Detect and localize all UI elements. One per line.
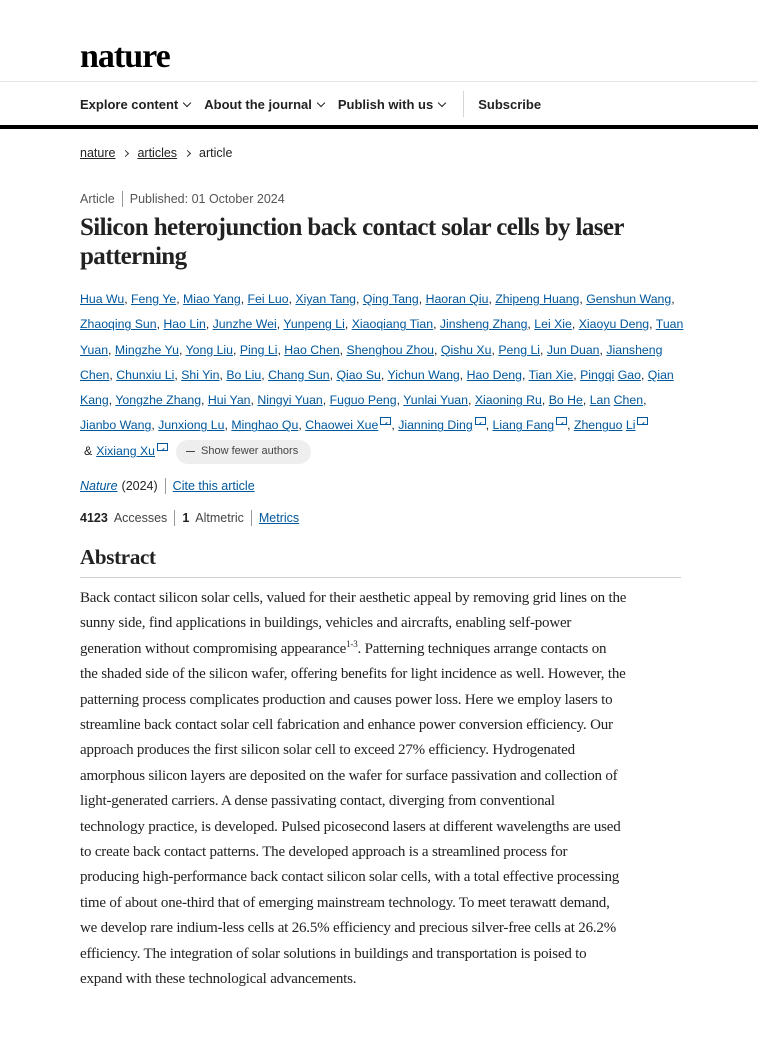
journal-link[interactable] [80,479,118,493]
abstract-line: sunny side, find applications in buildings, vehicles and aircrafts, enabling self-power [80,615,572,632]
author-link[interactable]: Hao Deng [466,367,522,382]
author-link[interactable]: Yongzhe Zhang [115,393,202,408]
abstract-line: approach produces the first silicon solar cell to exceed 27% efficiency. Hydrogenated [80,742,575,759]
published-date: Published: 01 October 2024 [129,192,285,206]
author-link[interactable]: Xiaoyu Deng [578,317,650,332]
chevron-right-icon [122,149,129,156]
minus-icon [186,451,195,453]
author-link[interactable]: Shenghou Zhou [346,342,435,357]
mail-icon[interactable] [380,417,391,425]
accesses-count: 4123 [80,511,108,525]
author-link[interactable]: Zhenguo [573,418,623,433]
accesses-label: Accesses [113,511,168,525]
abstract-heading: Abstract [80,545,156,569]
author-link[interactable]: Pingqi [580,367,615,382]
metrics-divider [251,510,252,526]
chevron-down-icon [438,98,446,106]
nav-about-journal[interactable] [204,97,324,112]
author-link[interactable]: Tian Xie [528,367,574,382]
author-ampersand: & [84,443,93,458]
citation-reference[interactable]: 1-3 [346,638,358,649]
abstract-line-tail: . Patterning techniques arrange contacts on [357,640,607,657]
abstract-line: light-generated carriers. A dense passivating contact, diverging from conventional [80,793,555,810]
main-nav [80,90,555,118]
altmetric-count: 1 [182,511,190,525]
abstract-divider [80,577,681,578]
nav-explore-content[interactable] [80,97,190,112]
breadcrumb-current: article [199,146,233,160]
author-link[interactable]: Hao Chen [284,342,340,357]
mail-icon[interactable] [157,443,168,451]
breadcrumb [80,146,232,160]
author-link[interactable]: Lan [589,393,611,408]
author-link[interactable]: Yichun Wang [387,367,460,382]
mail-icon[interactable] [556,417,567,425]
article-type: Article [80,192,115,206]
author-link[interactable]: Fuguo Peng [329,393,397,408]
author-link[interactable]: Xixiang Xu [96,443,155,458]
cite-this-article-link[interactable]: Cite this article [172,479,255,493]
author-link[interactable]: Jianning Ding [398,418,473,433]
abstract-line: technology practice, is developed. Pulsed picosecond lasers at different wavelengths are used [80,818,621,835]
author-link[interactable]: Ningyi Yuan [257,393,323,408]
abstract-line: efficiency. The integration of solar solutions in buildings and transportation is poised to [80,945,587,962]
author-link[interactable]: Peng Li [498,342,541,357]
abstract-line: Back contact silicon solar cells, valued for their aesthetic appeal by removing grid lines on the [80,590,627,606]
author-link[interactable]: Yong Liu [185,342,233,357]
article-meta [80,191,285,207]
author-link[interactable]: Jinsheng Zhang [439,317,528,332]
author-link[interactable]: Xiaoqiang Tian [351,317,434,332]
author-link[interactable]: Genshun Wang [586,292,672,306]
author-link[interactable]: Jiansheng Chen [80,342,663,382]
author-link[interactable]: Qing Tang [362,292,419,306]
author-link[interactable]: Mingzhe Yu [114,342,179,357]
author-link[interactable]: Fei Luo [247,292,289,306]
abstract-line: producing high-performance back contact silicon solar cells, with a total effective processing [80,869,620,886]
author-link[interactable]: Zhipeng Huang [495,292,580,306]
nature-logo[interactable]: nature [80,38,170,75]
show-fewer-label: Show fewer authors [201,444,299,457]
author-link[interactable]: Jun Duan [546,342,600,357]
author-link[interactable]: Chaowei Xue [305,418,379,433]
meta-divider [122,191,123,207]
journal-name: Nature [80,479,118,493]
author-link[interactable]: Shi Yin [181,367,220,382]
abstract-line: time of about one-third that of emerging mainstream technology. To meet terawatt demand, [80,894,610,911]
author-link[interactable]: Qiao Su [336,367,381,382]
author-link[interactable]: Zhaoqing Sun [80,317,157,332]
nav-publish-label: Publish with us [337,96,434,112]
abstract-body [80,586,685,993]
abstract-line-with-citation [80,637,685,662]
journal-year: (2024) [121,479,158,493]
author-link[interactable]: Yunlai Yuan [403,393,468,408]
breadcrumb-nature[interactable]: nature [80,146,116,160]
author-link[interactable]: Xiyan Tang [295,292,357,306]
abstract-line: amorphous silicon layers are deposited on the wafer for surface passivation and collection of [80,767,618,784]
nav-bottom-bar [0,125,758,129]
author-link[interactable]: Minghao Qu [231,418,299,433]
author-link[interactable]: Junxiong Lu [158,418,225,433]
author-link[interactable]: Ping Li [239,342,278,357]
author-link[interactable]: Liang Fang [492,418,555,433]
altmetric-label: Altmetric [195,511,244,525]
metrics-link[interactable]: Metrics [258,511,300,525]
author-link[interactable]: Chang Sun [268,367,330,382]
author-link[interactable]: Yunpeng Li [283,317,345,332]
nav-publish-with-us[interactable] [338,97,445,112]
author-link[interactable]: Haoran Qiu [425,292,489,306]
chevron-down-icon [317,98,325,106]
author-link[interactable]: Junzhe Wei [212,317,277,332]
author-link[interactable]: Xiaoning Ru [474,393,542,408]
author-link[interactable]: Qian Kang [80,367,674,408]
metrics-divider [174,510,175,526]
abstract-line: streamline back contact solar cell fabrication and enhance power conversion efficiency. Our [80,717,613,734]
author-link[interactable]: Gao [617,367,641,382]
citation-divider [165,478,166,494]
author-link[interactable]: Bo He [548,393,583,408]
header-divider [0,81,758,82]
abstract-line: to create back contact patterns. The developed approach is a streamlined process for [80,844,568,861]
abstract-line-text: generation without compromising appearance [80,640,347,657]
abstract-line: the shaded side of the silicon wafer, offering benefits for light incidence as well. However, the [80,666,626,683]
article-metrics [80,510,299,526]
author-link[interactable]: Qishu Xu [440,342,492,357]
author-link[interactable]: Chen [613,393,644,408]
journal-citation [80,478,255,494]
nav-separator [463,91,464,117]
author-link[interactable]: Hua Wu [80,292,125,306]
author-link[interactable]: Hui Yan [207,393,251,408]
abstract-line: expand with these technological advancements. [80,971,357,988]
mail-icon[interactable] [637,417,648,425]
nav-subscribe[interactable]: Subscribe [478,96,542,112]
author-link[interactable]: Lei Xie [534,317,572,332]
author-link[interactable]: Li [625,418,636,433]
chevron-down-icon [183,98,191,106]
author-link[interactable]: Feng Ye [131,292,177,306]
author-link[interactable]: Bo Liu [226,367,262,382]
show-fewer-authors-button[interactable] [176,440,311,464]
breadcrumb-articles[interactable]: articles [137,146,178,160]
nav-about-journal-label: About the journal [204,96,312,112]
abstract-line: patterning process complicates production and causes power loss. Here we employ lasers to [80,691,613,708]
author-link[interactable]: Hao Lin [163,317,206,332]
chevron-right-icon [184,149,191,156]
author-link[interactable]: Miao Yang [183,292,241,306]
author-link[interactable]: Jianbo Wang [80,418,152,433]
author-link[interactable]: Chunxiu Li [116,367,175,382]
mail-icon[interactable] [475,417,486,425]
author-link[interactable]: Tuan Yuan [80,317,684,357]
abstract-line: we develop rare indium-less cells at 26.5% efficiency and precious silver-free cells at 26.2% [80,920,617,937]
article-title: Silicon heterojunction back contact solar cells by laser patterning [80,214,624,270]
nav-explore-content-label: Explore content [80,96,179,112]
author-list: Hua Wu, Feng Ye, Miao Yang, Fei Luo, Xiyan Tang, Qing Tang, Haoran Qiu, Zhipeng Huang, Genshun Wang, Zhaoqing Sun, Hao Lin, Junzhe Wei, Yunpeng Li, Xiaoqiang Tian, Jinsheng Zhang, Lei Xie, Xiaoyu Deng, Tuan Yuan, Mingzhe Yu, Yong Liu, Ping Li, Hao Chen, Shenghou Zhou, Qishu Xu, Peng Li, Jun Duan, Jiansheng Chen, Chunxiu Li, Shi Yin, Bo Liu, Chang Sun, Qiao Su, Yichun Wang, Hao Deng, Tian Xie, Pingqi Gao, Qian Kang, Yongzhe Zhang, Hui Yan, Ningyi Yuan, Fuguo Peng, Yunlai Yuan, Xiaoning Ru, Bo He, Lan Chen, Jianbo Wang, Junxiong Lu, Minghao Qu, Chaowei Xue , Jianning Ding , Liang Fang , Zhenguo Li& Xixiang Xu Show fewer authors [80,287,685,464]
